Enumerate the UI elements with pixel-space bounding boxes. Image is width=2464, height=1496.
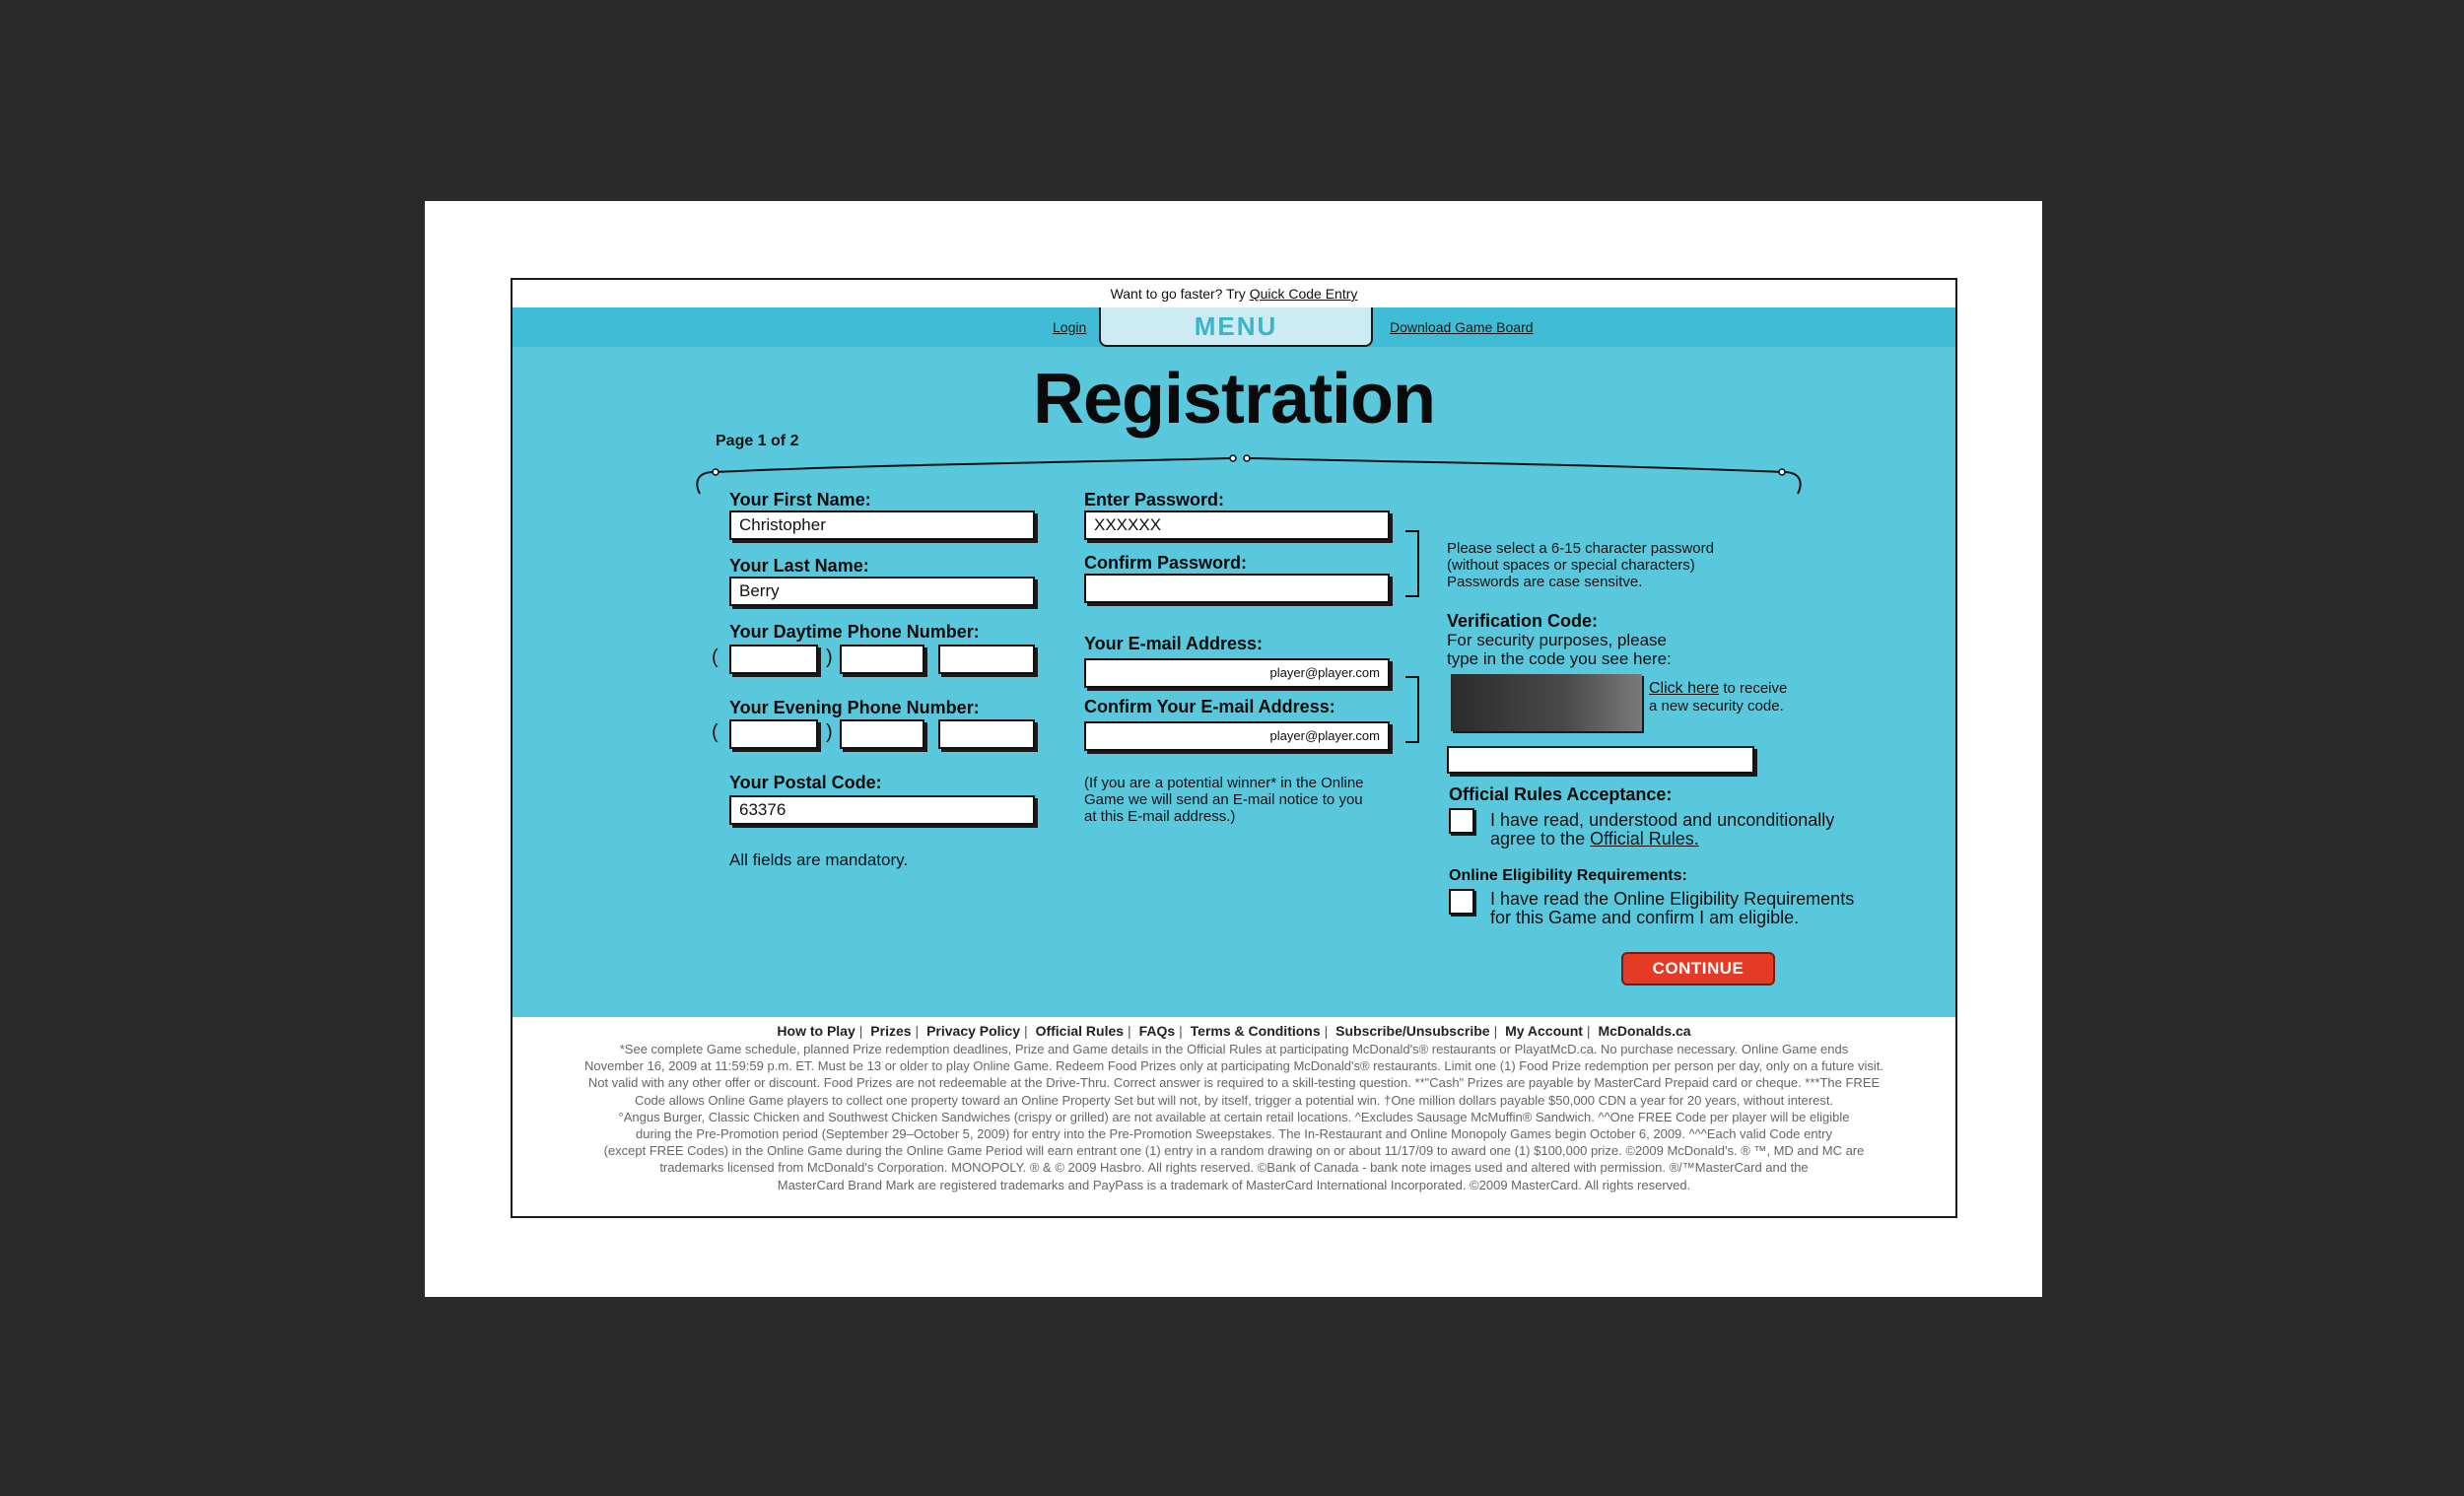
footer-link-how-to-play[interactable]: How to Play — [777, 1023, 856, 1039]
evening-phone-area-field[interactable] — [729, 719, 818, 749]
postal-code-label: Your Postal Code: — [729, 773, 882, 792]
password-field[interactable]: XXXXXX — [1084, 510, 1390, 540]
footer-link-subscribe[interactable]: Subscribe/Unsubscribe — [1335, 1023, 1490, 1039]
verification-label: Verification Code: — [1447, 611, 1599, 631]
email-label: Your E-mail Address: — [1084, 634, 1264, 653]
download-game-board-link[interactable]: Download Game Board — [1390, 319, 1534, 335]
footer-link-faqs[interactable]: FAQs — [1138, 1023, 1176, 1039]
email-note: (If you are a potential winner* in the Online Game we will send an E-mail notice to you at this E-mail address.) — [1084, 775, 1364, 825]
last-name-label: Your Last Name: — [729, 556, 869, 576]
footer-link-official-rules[interactable]: Official Rules — [1035, 1023, 1125, 1039]
first-name-label: Your First Name: — [729, 490, 871, 510]
rules-agreement-text: I have read, understood and unconditionally agree to the Official Rules. — [1490, 810, 1835, 849]
confirm-email-field[interactable]: player@player.com — [1084, 721, 1390, 751]
evening-phone-prefix-field[interactable] — [840, 719, 924, 749]
footer-links: How to Play | Prizes | Privacy Policy | Official Rules | FAQs | Terms & Conditions | Subscribe/Unsubscribe | My Account | McDonalds.ca — [777, 1023, 1691, 1039]
verification-description: For security purposes, please type in the code you see here: — [1447, 631, 1672, 668]
menu-tab[interactable]: MENU — [1099, 307, 1373, 347]
quick-code-entry-link[interactable]: Quick Code Entry — [1249, 286, 1358, 302]
evening-phone-open-paren: ( — [712, 721, 719, 743]
daytime-phone-prefix-field[interactable] — [840, 645, 924, 674]
eligibility-checkbox[interactable] — [1449, 889, 1474, 915]
password-label: Enter Password: — [1084, 490, 1225, 510]
refresh-code-note: Click here to receive a new security code. — [1649, 680, 1788, 714]
official-rules-link[interactable]: Official Rules. — [1590, 829, 1699, 849]
footer-link-prizes[interactable]: Prizes — [870, 1023, 912, 1039]
screenshot-frame — [511, 278, 1957, 1218]
footer-link-mcdonalds[interactable]: McDonalds.ca — [1598, 1023, 1691, 1039]
page-indicator: Page 1 of 2 — [716, 433, 799, 449]
verification-code-input[interactable] — [1447, 746, 1754, 774]
daytime-phone-open-paren: ( — [712, 646, 719, 668]
evening-phone-close-paren: ) — [826, 721, 833, 743]
daytime-phone-label: Your Daytime Phone Number: — [729, 622, 980, 642]
first-name-field[interactable]: Christopher — [729, 510, 1035, 540]
confirm-password-label: Confirm Password: — [1084, 553, 1248, 573]
daytime-phone-line-field[interactable] — [938, 645, 1035, 674]
eligibility-label: Online Eligibility Requirements: — [1449, 867, 1687, 884]
page-title: Registration — [1032, 360, 1436, 439]
rules-checkbox[interactable] — [1449, 808, 1474, 834]
captcha-image — [1451, 674, 1642, 731]
email-bracket — [1405, 676, 1419, 743]
footer-link-privacy-policy[interactable]: Privacy Policy — [926, 1023, 1021, 1039]
evening-phone-line-field[interactable] — [938, 719, 1035, 749]
confirm-password-field[interactable] — [1084, 574, 1390, 603]
password-bracket — [1405, 530, 1419, 597]
eligibility-text: I have read the Online Eligibility Requirements for this Game and confirm I am eligible. — [1490, 889, 1855, 927]
click-here-link[interactable]: Click here — [1649, 680, 1720, 697]
quick-code-bar: Want to go faster? Try Quick Code Entry — [1110, 286, 1358, 302]
email-field[interactable]: player@player.com — [1084, 658, 1390, 688]
footer-link-terms[interactable]: Terms & Conditions — [1190, 1023, 1321, 1039]
confirm-email-label: Confirm Your E-mail Address: — [1084, 697, 1335, 716]
continue-button[interactable]: CONTINUE — [1621, 952, 1775, 986]
legal-text: *See complete Game schedule, planned Prize redemption deadlines, Prize and Game details in the Official Rules at participating McDonald's® restaurants or PlayatMcD.ca. No purchase necessary. Online Game ends November 16, 2009 at 11:59:59 p.m. ET. Must be 13 or older to play Online Game. Redeem Food Prizes only at participating McDonald's® restaurants. Limit one (1) Food Prize redemption per person per day, only on a future visit. Not valid with any other offer or discount. Food Prizes are not redeemable at the Drive-Thru. Correct answer is required to a skill-testing question. **"Cash" Prizes are payable by MasterCard Prepaid card or cheque. ***The FREE Code allows Online Game players to collect one property toward an Online Property Set but will not, by itself, trigger a potential win. †One million dollars payable $50,000 CDN a year for 20 years, without interest. °Angus Burger, Classic Chicken and Southwest Chicken Sandwiches (crispy or grilled) are not available at certain retail locations. ^Excludes Sausage McMuffin® Sandwich. ^^One FREE Code per player will be eligible during the Pre-Promotion period (September 29–October 5, 2009) for entry into the Pre-Promotion Sweepstakes. The In-Restaurant and Online Monopoly Games begin October 6, 2009. ^^^Each valid Code entry (except FREE Codes) in the Online Game during the Online Game Period will earn entrant one (1) entry in a random drawing on or about 11/17/09 to award one (1) $100,000 prize. ©2009 McDonald's. ® ™, MD and MC are trademarks licensed from McDonald's Corporation. MONOPOLY. ® & © 2009 Hasbro. All rights reserved. ©Bank of Canada - bank note images used and altered with permission. ®/™MasterCard and the MasterCard Brand Mark are registered trademarks and PayPass is a trademark of MasterCard International Incorporated. ©2009 MasterCard. All rights reserved. — [583, 1042, 1884, 1192]
footer-link-my-account[interactable]: My Account — [1505, 1023, 1583, 1039]
postal-code-field[interactable]: 63376 — [729, 795, 1035, 825]
mandatory-note: All fields are mandatory. — [729, 850, 909, 869]
rules-acceptance-label: Official Rules Acceptance: — [1449, 784, 1673, 804]
evening-phone-label: Your Evening Phone Number: — [729, 698, 980, 717]
last-name-field[interactable]: Berry — [729, 577, 1035, 606]
daytime-phone-close-paren: ) — [826, 646, 833, 668]
daytime-phone-area-field[interactable] — [729, 645, 818, 674]
password-hint: Please select a 6-15 character password (without spaces or special characters) Passwords are case sensitve. — [1447, 540, 1714, 590]
login-link[interactable]: Login — [1053, 319, 1087, 335]
